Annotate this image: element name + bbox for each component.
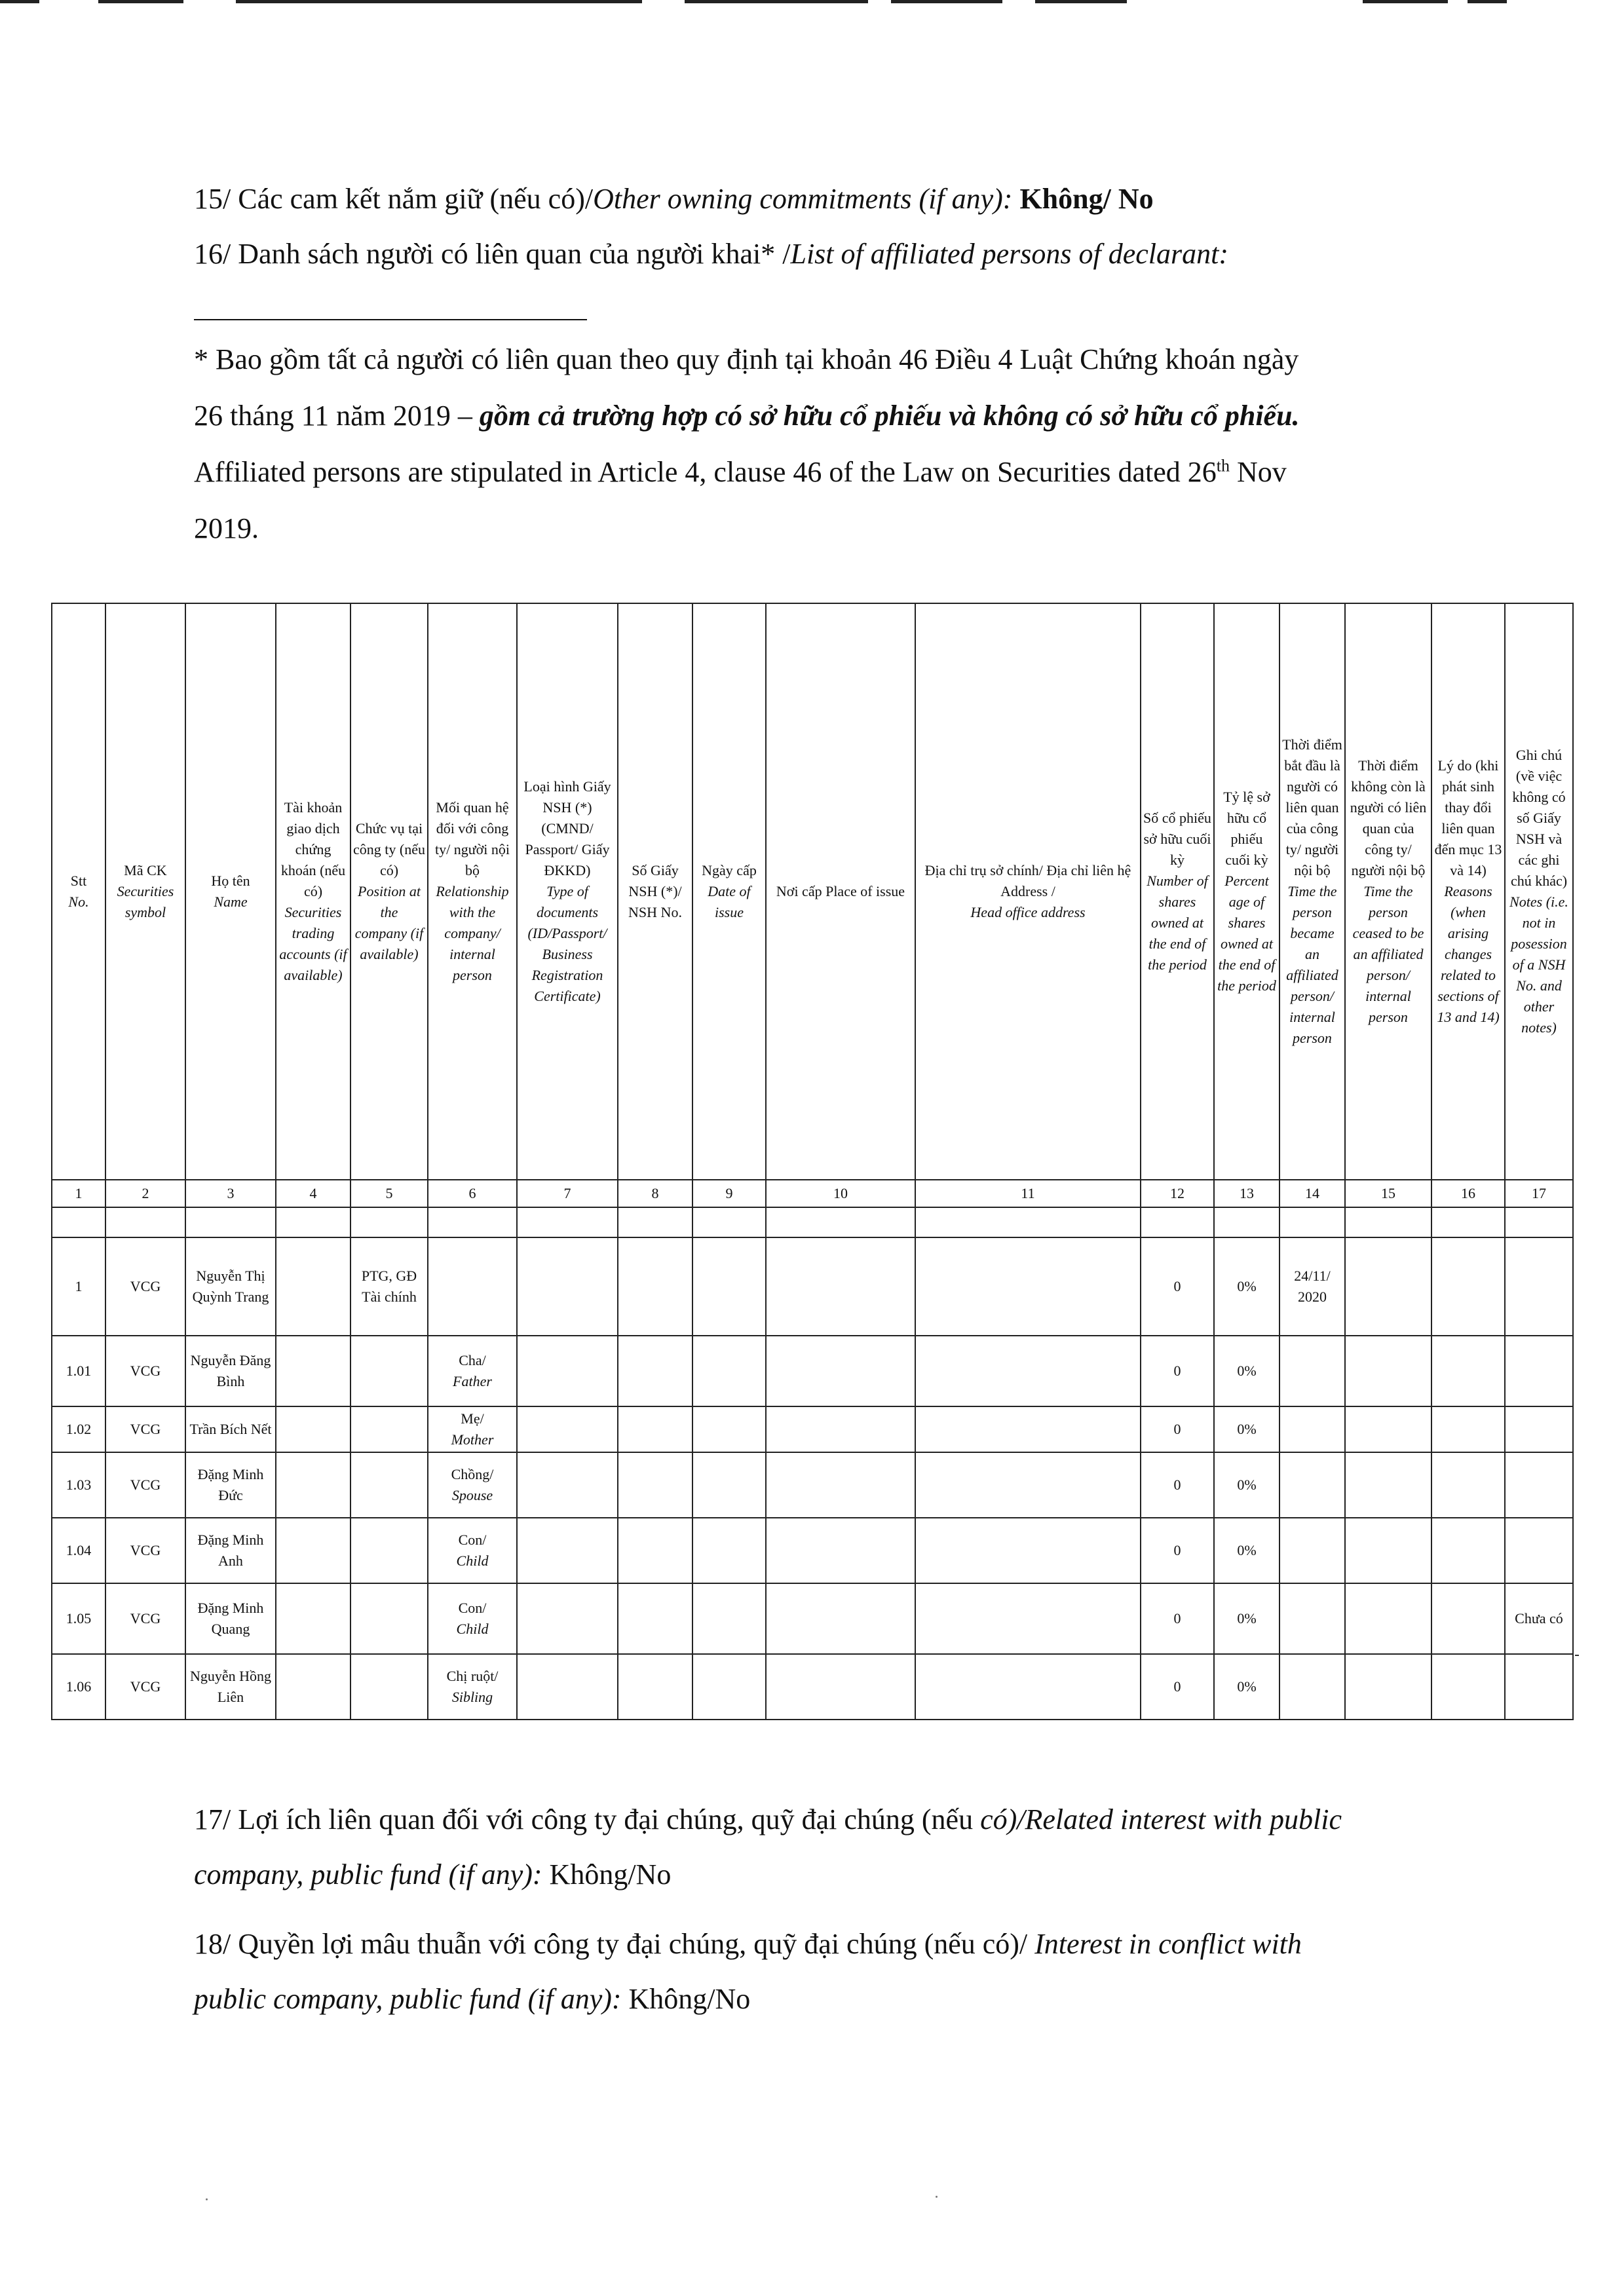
cell-name: Nguyễn Thị Quỳnh Trang <box>185 1237 276 1336</box>
cell-stt: 1.03 <box>52 1452 105 1518</box>
column-header-11 <box>915 603 1141 1180</box>
column-header-en: Position at the company (if available) <box>354 883 424 962</box>
cell-notes: Chưa có <box>1505 1583 1573 1654</box>
cell-notes <box>1505 1237 1573 1336</box>
cell-stt: 1 <box>52 1237 105 1336</box>
column-number: 16 <box>1431 1180 1505 1207</box>
cell-symbol: VCG <box>105 1518 185 1583</box>
table-spacer-row <box>52 1207 1573 1237</box>
cell-empty <box>692 1654 766 1720</box>
cell-relationship <box>428 1237 517 1336</box>
cell-empty <box>618 1654 692 1720</box>
footnote-line-1: * Bao gồm tất cả người có liên quan theo quy định tại khoản 46 Điều 4 Luật Chứng khoán ngày <box>194 343 1299 375</box>
cell-empty <box>517 1452 618 1518</box>
column-header-en: Notes (i.e. not in posession of a NSH No. and other notes) <box>1509 894 1568 1036</box>
cell-symbol: VCG <box>105 1583 185 1654</box>
cell-account <box>276 1406 351 1452</box>
item-15 <box>194 172 1154 227</box>
cell-position <box>351 1583 428 1654</box>
relationship-vi: Con/ <box>458 1532 487 1548</box>
cell-empty <box>1431 1406 1505 1452</box>
cell-symbol: VCG <box>105 1237 185 1336</box>
cell-notes <box>1505 1452 1573 1518</box>
cell-empty <box>517 1406 618 1452</box>
item-17-line-2-b: Không/No <box>549 1858 672 1891</box>
cell-notes <box>1505 1336 1573 1406</box>
column-header-2 <box>105 603 185 1180</box>
column-header-8 <box>618 603 692 1180</box>
column-header-6 <box>428 603 517 1180</box>
item-18-line-1-b: Interest in conflict with <box>1034 1928 1302 1960</box>
cell-empty <box>915 1654 1141 1720</box>
cell-percent: 0% <box>1214 1518 1279 1583</box>
cell-empty <box>766 1406 915 1452</box>
table-row <box>52 1336 1573 1406</box>
cell-percent: 0% <box>1214 1406 1279 1452</box>
cell-start <box>1279 1583 1345 1654</box>
cell-empty <box>517 1336 618 1406</box>
item-18-line-2-a: public company, public fund (if any): <box>194 1983 629 2015</box>
cell-symbol: VCG <box>105 1452 185 1518</box>
cell-empty <box>915 1237 1141 1336</box>
cell-start <box>1279 1406 1345 1452</box>
cell-stt: 1.06 <box>52 1654 105 1720</box>
cell-name: Trần Bích Nết <box>185 1406 276 1452</box>
footnote-line-3-sup: th <box>1216 456 1230 476</box>
footnote-line-2-a: 26 tháng 11 năm 2019 – <box>194 400 480 432</box>
cell-empty <box>692 1336 766 1406</box>
top-edge-marks <box>0 0 1611 7</box>
item-18-line-1-a: 18/ Quyền lợi mâu thuẫn với công ty đại chúng, quỹ đại chúng (nếu có)/ <box>194 1928 1035 1960</box>
column-header-vi: Mối quan hệ đối với công ty/ người nội bộ <box>434 799 510 878</box>
column-number: 17 <box>1505 1180 1573 1207</box>
cell-start <box>1279 1518 1345 1583</box>
cell-stt: 1.02 <box>52 1406 105 1452</box>
column-header-en: No. <box>68 894 89 910</box>
cell-stt: 1.04 <box>52 1518 105 1583</box>
cell-empty <box>766 1654 915 1720</box>
cell-empty <box>1431 1583 1505 1654</box>
cell-empty <box>517 1237 618 1336</box>
column-header-5 <box>351 603 428 1180</box>
affiliated-persons-table <box>51 603 1574 1720</box>
column-number: 10 <box>766 1180 915 1207</box>
item-18-line-2-b: Không/No <box>628 1983 751 2015</box>
cell-empty <box>1431 1237 1505 1336</box>
table-row <box>52 1452 1573 1518</box>
cell-notes <box>1505 1518 1573 1583</box>
cell-percent: 0% <box>1214 1583 1279 1654</box>
cell-start: 24/11/ 2020 <box>1279 1237 1345 1336</box>
cell-shares: 0 <box>1141 1406 1214 1452</box>
relationship-en: Mother <box>451 1431 494 1448</box>
column-header-en: Head office address <box>970 904 1086 920</box>
cell-name: Nguyễn Hồng Liên <box>185 1654 276 1720</box>
cell-position <box>351 1452 428 1518</box>
cell-shares: 0 <box>1141 1583 1214 1654</box>
margin-mark <box>1575 1655 1579 1656</box>
cell-empty <box>915 1406 1141 1452</box>
column-number: 1 <box>52 1180 105 1207</box>
column-number: 11 <box>915 1180 1141 1207</box>
column-header-17 <box>1505 603 1573 1180</box>
item-17-line-1-a: 17/ Lợi ích liên quan đối với công ty đại chúng, quỹ đại chúng (nếu <box>194 1803 981 1835</box>
table-column-number-row <box>52 1180 1573 1207</box>
column-header-vi: Ghi chú (về việc không có số Giấy NSH và các ghi chú khác) <box>1510 747 1568 889</box>
column-header-15 <box>1345 603 1431 1180</box>
cell-relationship <box>428 1518 517 1583</box>
column-header-en: Securities trading accounts (if available) <box>279 904 347 983</box>
column-header-vi: Thời điểm bắt đầu là người có liên quan của công ty/ người nội bộ <box>1282 736 1342 878</box>
cell-account <box>276 1583 351 1654</box>
relationship-vi: Con/ <box>458 1600 487 1616</box>
column-header-vi: Mã CK <box>124 862 167 878</box>
relationship-en: Sibling <box>451 1689 493 1705</box>
column-header-en: Date of issue <box>708 883 751 920</box>
column-header-en: Securities symbol <box>117 883 174 920</box>
relationship-vi: Chồng/ <box>451 1466 494 1482</box>
cell-empty <box>1345 1452 1431 1518</box>
cell-position <box>351 1336 428 1406</box>
cell-empty <box>1345 1406 1431 1452</box>
relationship-en: Father <box>453 1373 492 1389</box>
column-header-vi: Số Giấy NSH (*)/ NSH No. <box>628 862 682 920</box>
cell-empty <box>1345 1336 1431 1406</box>
column-header-en: Number of shares owned at the end of the period <box>1147 873 1208 973</box>
cell-name: Đặng Minh Đức <box>185 1452 276 1518</box>
column-header-vi: Nơi cấp Place of issue <box>776 883 905 899</box>
cell-name: Đặng Minh Anh <box>185 1518 276 1583</box>
cell-empty <box>692 1237 766 1336</box>
cell-relationship <box>428 1406 517 1452</box>
column-header-vi: Chức vụ tại công ty (nếu có) <box>353 820 425 878</box>
column-header-en: Percent age of shares owned at the end of the period <box>1217 873 1276 994</box>
footnote-line-2 <box>194 388 1439 444</box>
cell-empty <box>766 1518 915 1583</box>
column-header-vi: Loại hình Giấy NSH (*) (CMND/ Passport/ Giấy ĐKKD) <box>523 778 611 878</box>
cell-start <box>1279 1452 1345 1518</box>
cell-position <box>351 1406 428 1452</box>
relationship-en: Spouse <box>451 1487 493 1503</box>
cell-empty <box>692 1518 766 1583</box>
item-17-line-1 <box>194 1792 1342 1847</box>
column-number: 14 <box>1279 1180 1345 1207</box>
column-header-vi: Họ tên <box>211 873 250 889</box>
item-15-value: Không/ No <box>1019 183 1154 215</box>
cell-empty <box>1431 1654 1505 1720</box>
cell-position <box>351 1518 428 1583</box>
cell-account <box>276 1518 351 1583</box>
cell-empty <box>618 1336 692 1406</box>
cell-empty <box>766 1583 915 1654</box>
relationship-vi: Chị ruột/ <box>446 1668 499 1684</box>
column-header-16 <box>1431 603 1505 1180</box>
cell-empty <box>1431 1518 1505 1583</box>
column-header-vi: Số cổ phiếu sở hữu cuối kỳ <box>1143 810 1211 868</box>
column-header-vi: Tài khoản giao dịch chứng khoán (nếu có) <box>280 799 346 899</box>
footnote-line-3-a: Affiliated persons are stipulated in Article 4, clause 46 of the Law on Securities dated 26 <box>194 456 1217 488</box>
cell-notes <box>1505 1654 1573 1720</box>
relationship-en: Child <box>456 1553 489 1569</box>
column-header-vi: Địa chỉ trụ sở chính/ Địa chỉ liên hệ Address / <box>924 862 1131 899</box>
column-header-en: Type of documents (ID/Passport/ Business Registration Certificate) <box>527 883 607 1004</box>
cell-name: Nguyễn Đăng Bình <box>185 1336 276 1406</box>
column-header-en: Name <box>214 894 248 910</box>
column-header-10 <box>766 603 915 1180</box>
cell-empty <box>1345 1518 1431 1583</box>
cell-relationship <box>428 1583 517 1654</box>
cell-relationship <box>428 1654 517 1720</box>
column-number: 3 <box>185 1180 276 1207</box>
item-15-en: Other owning commitments (if any): <box>593 183 1020 215</box>
cell-shares: 0 <box>1141 1452 1214 1518</box>
cell-account <box>276 1237 351 1336</box>
table-row <box>52 1406 1573 1452</box>
column-header-en: Relationship with the company/ internal person <box>436 883 509 983</box>
cell-empty <box>517 1583 618 1654</box>
table-row <box>52 1518 1573 1583</box>
column-number: 2 <box>105 1180 185 1207</box>
column-header-13 <box>1214 603 1279 1180</box>
cell-percent: 0% <box>1214 1654 1279 1720</box>
item-18-line-2 <box>194 1972 1302 2027</box>
column-number: 4 <box>276 1180 351 1207</box>
relationship-vi: Mẹ/ <box>461 1410 484 1427</box>
column-number: 6 <box>428 1180 517 1207</box>
cell-empty <box>618 1583 692 1654</box>
relationship-vi: Cha/ <box>459 1352 486 1368</box>
cell-empty <box>692 1452 766 1518</box>
column-header-en: Reasons (when arising changes related to sections of 13 and 14) <box>1437 883 1500 1025</box>
column-header-3 <box>185 603 276 1180</box>
item-17-line-2-a: company, public fund (if any): <box>194 1858 550 1891</box>
cell-percent: 0% <box>1214 1336 1279 1406</box>
column-header-en: Time the person became an affiliated person/ internal person <box>1286 883 1338 1046</box>
cell-empty <box>915 1336 1141 1406</box>
item-16-en: List of affiliated persons of declarant: <box>790 238 1229 270</box>
cell-notes <box>1505 1406 1573 1452</box>
table-header-row <box>52 603 1573 1180</box>
cell-shares: 0 <box>1141 1518 1214 1583</box>
cell-shares: 0 <box>1141 1237 1214 1336</box>
column-number: 8 <box>618 1180 692 1207</box>
cell-empty <box>517 1518 618 1583</box>
footnote-line-3-b: Nov <box>1229 456 1287 488</box>
cell-empty <box>692 1583 766 1654</box>
item-17-line-1-b: có)/Related interest with public <box>980 1803 1342 1835</box>
column-number: 7 <box>517 1180 618 1207</box>
cell-percent: 0% <box>1214 1452 1279 1518</box>
item-17-line-2 <box>194 1847 1342 1902</box>
item-18-line-1 <box>194 1917 1302 1972</box>
relationship-en: Child <box>456 1621 489 1637</box>
cell-empty <box>692 1406 766 1452</box>
cell-empty <box>618 1518 692 1583</box>
cell-stt: 1.05 <box>52 1583 105 1654</box>
column-header-7 <box>517 603 618 1180</box>
column-header-12 <box>1141 603 1214 1180</box>
scan-speck <box>936 2196 938 2198</box>
cell-account <box>276 1452 351 1518</box>
cell-empty <box>618 1452 692 1518</box>
footnote-line-3 <box>194 444 1439 500</box>
cell-stt: 1.01 <box>52 1336 105 1406</box>
item-18 <box>194 1917 1302 2027</box>
footnote-rule <box>194 319 587 320</box>
cell-relationship <box>428 1452 517 1518</box>
column-header-1 <box>52 603 105 1180</box>
cell-shares: 0 <box>1141 1336 1214 1406</box>
footnote-line-4: 2019. <box>194 512 259 544</box>
table-row <box>52 1654 1573 1720</box>
column-header-9 <box>692 603 766 1180</box>
cell-percent: 0% <box>1214 1237 1279 1336</box>
column-header-vi: Stt <box>70 873 87 889</box>
column-header-vi: Lý do (khi phát sinh thay đổi liên quan đến mục 13 và 14) <box>1434 757 1502 878</box>
cell-empty <box>766 1237 915 1336</box>
cell-shares: 0 <box>1141 1654 1214 1720</box>
cell-account <box>276 1336 351 1406</box>
cell-symbol: VCG <box>105 1654 185 1720</box>
footnote-line-2-b: gồm cả trường hợp có sở hữu cổ phiếu và không có sở hữu cổ phiếu. <box>479 400 1300 432</box>
table-body <box>52 1237 1573 1720</box>
column-number: 9 <box>692 1180 766 1207</box>
table-row <box>52 1237 1573 1336</box>
column-header-vi: Thời điểm không còn là người có liên quan của công ty/ người nội bộ <box>1350 757 1427 878</box>
cell-empty <box>915 1518 1141 1583</box>
column-number: 13 <box>1214 1180 1279 1207</box>
cell-empty <box>915 1452 1141 1518</box>
column-header-vi: Ngày cấp <box>702 862 757 878</box>
cell-symbol: VCG <box>105 1336 185 1406</box>
item-16-prefix: 16/ Danh sách người có liên quan của người khai* / <box>194 238 791 270</box>
footnote <box>194 331 1439 557</box>
column-number: 15 <box>1345 1180 1431 1207</box>
cell-empty <box>618 1237 692 1336</box>
cell-symbol: VCG <box>105 1406 185 1452</box>
column-header-4 <box>276 603 351 1180</box>
column-number: 5 <box>351 1180 428 1207</box>
cell-relationship <box>428 1336 517 1406</box>
cell-empty <box>618 1406 692 1452</box>
cell-empty <box>766 1336 915 1406</box>
cell-empty <box>1345 1654 1431 1720</box>
column-header-14 <box>1279 603 1345 1180</box>
scan-speck <box>206 2198 208 2200</box>
cell-empty <box>1431 1336 1505 1406</box>
table-row <box>52 1583 1573 1654</box>
cell-empty <box>915 1583 1141 1654</box>
cell-empty <box>1345 1583 1431 1654</box>
cell-empty <box>766 1452 915 1518</box>
item-17 <box>194 1792 1342 1902</box>
item-16 <box>194 227 1228 282</box>
column-header-vi: Tỷ lệ sở hữu cổ phiếu cuối kỳ <box>1223 789 1270 868</box>
cell-start <box>1279 1654 1345 1720</box>
column-number: 12 <box>1141 1180 1214 1207</box>
cell-empty <box>1431 1452 1505 1518</box>
cell-empty <box>517 1654 618 1720</box>
cell-start <box>1279 1336 1345 1406</box>
cell-position <box>351 1654 428 1720</box>
column-header-en: Time the person ceased to be an affiliated person/ internal person <box>1352 883 1424 1025</box>
item-15-prefix: 15/ Các cam kết nắm giữ (nếu có)/ <box>194 183 594 215</box>
cell-empty <box>1345 1237 1431 1336</box>
cell-name: Đặng Minh Quang <box>185 1583 276 1654</box>
cell-position: PTG, GĐ Tài chính <box>351 1237 428 1336</box>
cell-account <box>276 1654 351 1720</box>
